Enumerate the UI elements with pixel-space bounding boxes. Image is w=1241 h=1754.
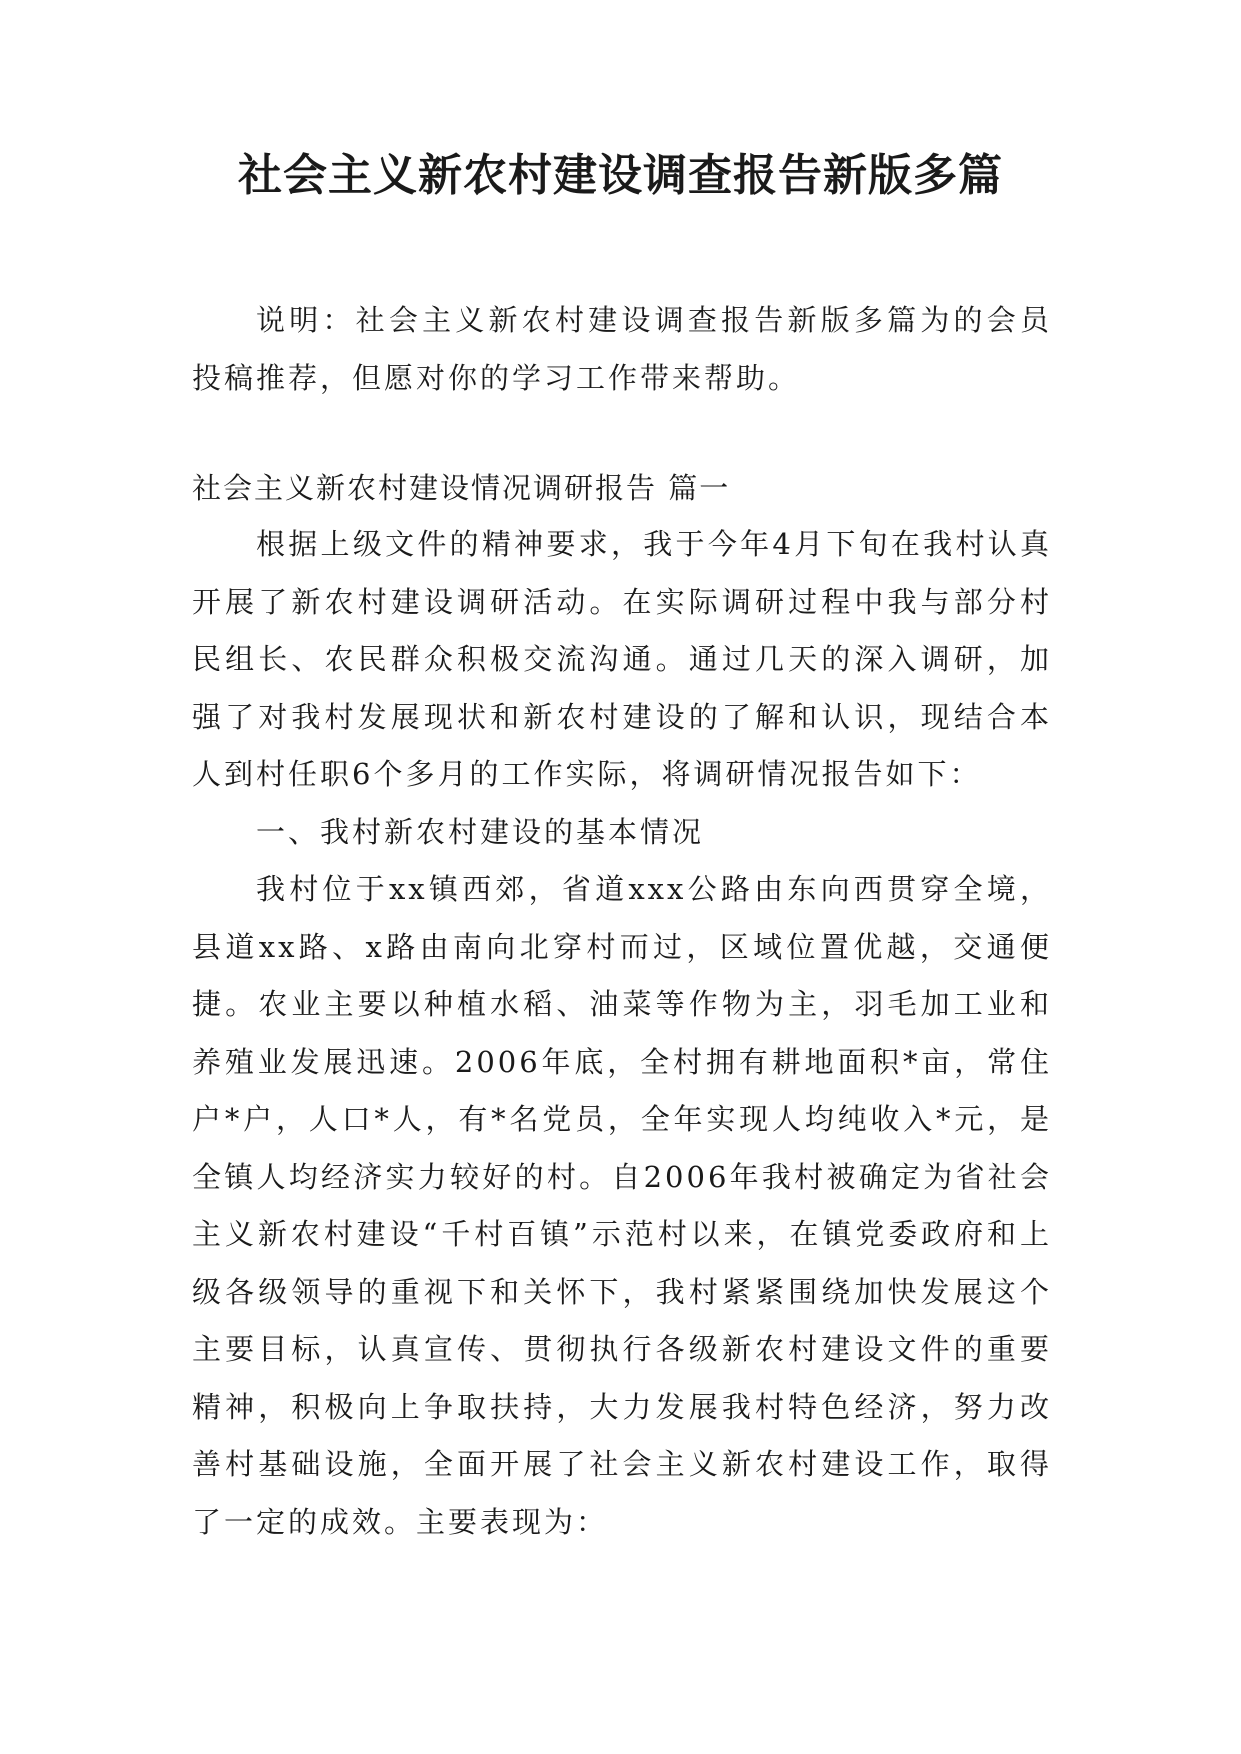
document-note: 说明：社会主义新农村建设调查报告新版多篇为的会员投稿推荐，但愿对你的学习工作带来帮助。: [192, 303, 1052, 395]
body-paragraph-situation: 我村位于xx镇西郊，省道xxx公路由东向西贯穿全境，县道xx路、x路由南向北穿村而过，区域位置优越，交通便捷。农业主要以种植水稻、油菜等作物为主，羽毛加工业和养殖业发展迅速。2006年底，全村拥有耕地面积*亩，常住户*户，人口*人，有*名党员，全年实现人均纯收入*元，是全镇人均经济实力较好的村。自2006年我村被确定为省社会主义新农村建设“千村百镇”示范村以来，在镇党委政府和上级各级领导的重视下和关怀下，我村紧紧围绕加快发展这个主要目标，认真宣传、贯彻执行各级新农村建设文件的重要精神，积极向上争取扶持，大力发展我村特色经济，努力改善村基础设施，全面开展了社会主义新农村建设工作，取得了一定的成效。主要表现为：: [192, 872, 1052, 1539]
body-subheading: 一、我村新农村建设的基本情况: [256, 814, 705, 849]
body-paragraph-intro: 根据上级文件的精神要求，我于今年4月下旬在我村认真开展了新农村建设调研活动。在实际调研过程中我与部分村民组长、农民群众积极交流沟通。通过几天的深入调研，加强了对我村发展现状和新农村建设的了解和认识，现结合本人到村任职6个多月的工作实际，将调研情况报告如下：: [192, 527, 1052, 791]
document-title: 社会主义新农村建设调查报告新版多篇: [238, 150, 1003, 201]
section-heading: 社会主义新农村建设情况调研报告 篇一: [192, 471, 731, 505]
document-body: [192, 516, 1052, 1551]
